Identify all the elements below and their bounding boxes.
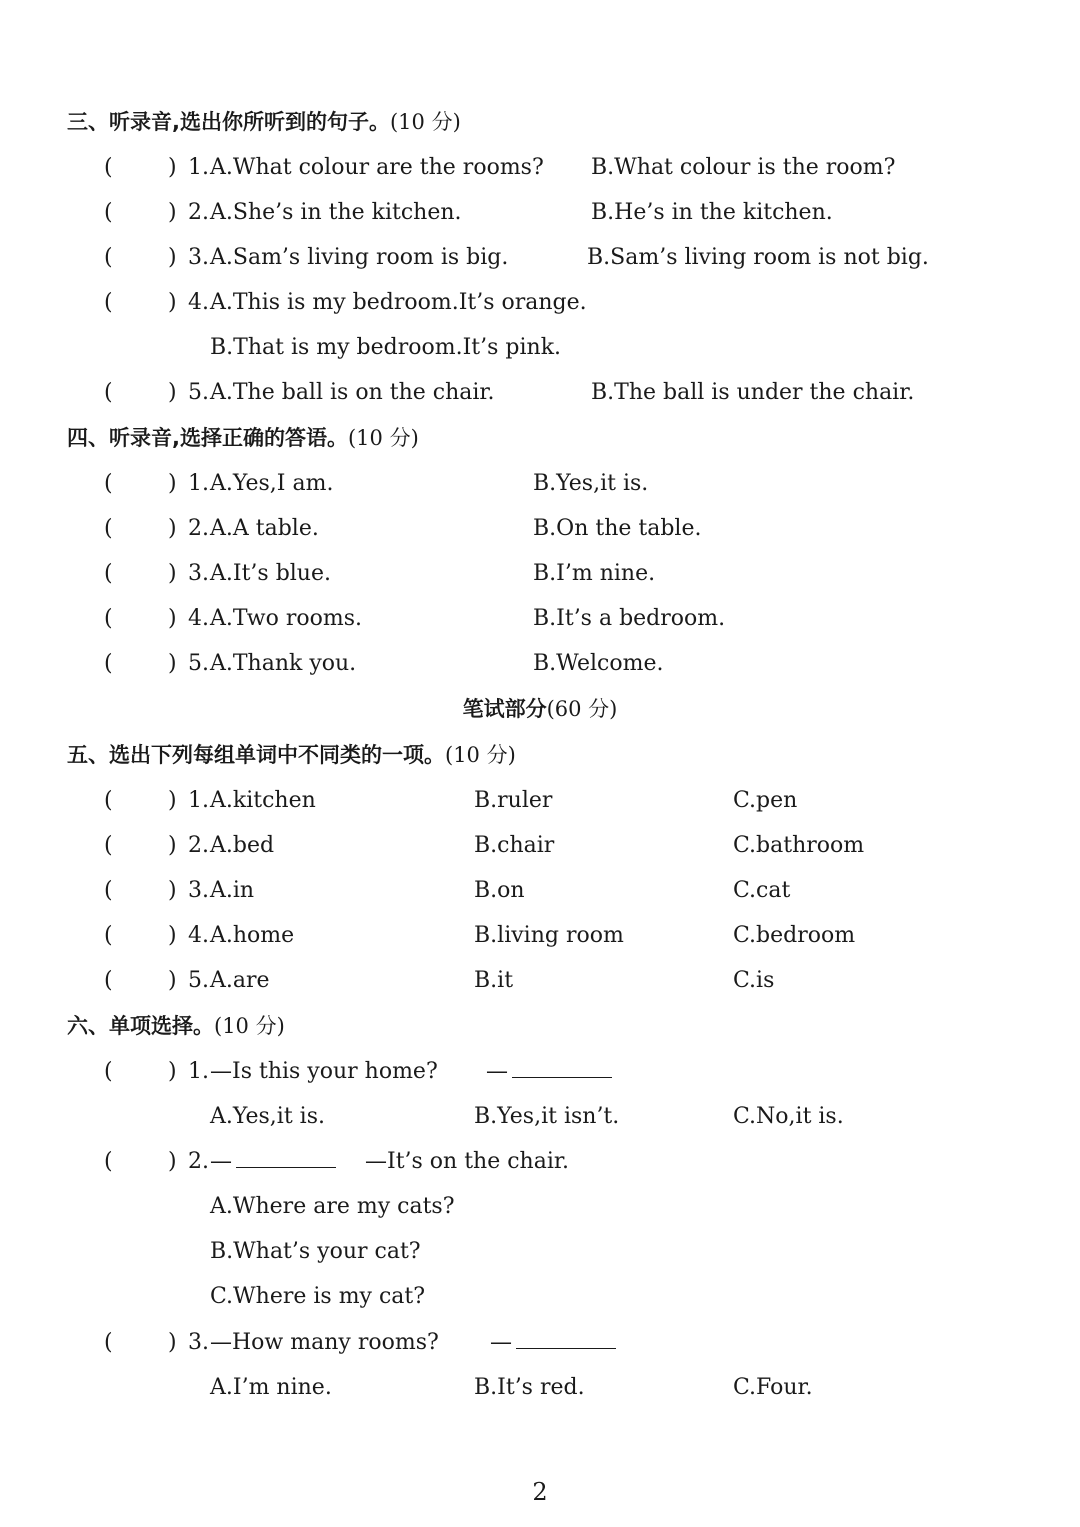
answer-paren-right: )	[168, 606, 177, 631]
option-b: B.on	[474, 878, 525, 903]
section4-title: 四、听录音,选择正确的答语。	[67, 426, 348, 450]
section5-score: (10 分)	[445, 743, 516, 767]
answer-paren-left[interactable]: (	[104, 878, 113, 903]
section3-heading	[67, 107, 461, 137]
answer-paren-right: )	[168, 878, 177, 903]
question-number: 4.	[188, 290, 209, 315]
s4-question-5	[0, 649, 1080, 679]
s6-question-2-option-b	[0, 1237, 1080, 1267]
s6-question-2-option-a	[0, 1192, 1080, 1222]
question-number: 5.	[188, 651, 209, 676]
s5-question-2	[0, 831, 1080, 861]
option-a: A.The ball is on the chair.	[210, 380, 495, 405]
answer-paren-right: )	[168, 1330, 177, 1355]
s3-question-1	[0, 153, 1080, 183]
s4-question-3	[0, 559, 1080, 589]
question-number: 1.	[188, 788, 209, 813]
answer-paren-right: )	[168, 968, 177, 993]
reply-dash: —	[486, 1059, 508, 1084]
section4-score: (10 分)	[347, 426, 419, 450]
answer-paren-right: )	[168, 155, 177, 180]
option-c: C.is	[733, 968, 775, 993]
option-a: A.Where are my cats?	[210, 1194, 455, 1219]
option-b: B.What’s your cat?	[210, 1239, 421, 1264]
section5-heading	[67, 740, 516, 770]
answer-paren-left[interactable]: (	[104, 561, 113, 586]
question-number: 5.	[188, 380, 209, 405]
s4-question-4	[0, 604, 1080, 634]
option-a: A.in	[210, 878, 255, 903]
option-a: A.Two rooms.	[210, 606, 362, 631]
option-b: B.it	[474, 968, 514, 993]
option-a: A.are	[210, 968, 270, 993]
option-a: A.It’s blue.	[210, 561, 331, 586]
answer-paren-left[interactable]: (	[104, 606, 113, 631]
option-a: A.What colour are the rooms?	[210, 155, 544, 180]
question-number: 1.	[188, 1059, 209, 1084]
option-a: A.A table.	[210, 516, 319, 541]
answer-paren-left[interactable]: (	[104, 245, 113, 270]
s4-question-1	[0, 469, 1080, 499]
answer-paren-right: )	[168, 290, 177, 315]
answer-paren-right: )	[168, 651, 177, 676]
s3-question-4	[0, 288, 1080, 318]
option-b: B.It’s red.	[474, 1375, 585, 1400]
s6-question-3-options	[0, 1373, 1080, 1403]
answer-paren-left[interactable]: (	[104, 1330, 113, 1355]
option-b: B.He’s in the kitchen.	[591, 200, 833, 225]
question-number: 2.	[188, 516, 209, 541]
s3-question-4-b	[0, 333, 1080, 363]
option-b: B.Yes,it is.	[533, 471, 649, 496]
answer-paren-left[interactable]: (	[104, 1059, 113, 1084]
answer-paren-right: )	[168, 471, 177, 496]
option-b: B.What colour is the room?	[591, 155, 896, 180]
s3-question-2	[0, 198, 1080, 228]
written-title: 笔试部分	[462, 697, 547, 721]
question-text: —How many rooms?	[210, 1330, 439, 1355]
s5-question-3	[0, 876, 1080, 906]
option-a: A.bed	[210, 833, 275, 858]
section3-title: 三、听录音,选出你所听到的句子。	[67, 110, 390, 134]
page-number: 2	[532, 1478, 548, 1506]
s3-question-3	[0, 243, 1080, 273]
option-a: A.Yes,I am.	[210, 471, 334, 496]
answer-paren-left[interactable]: (	[104, 968, 113, 993]
answer-paren-right: )	[168, 561, 177, 586]
written-score: (60 分)	[546, 697, 618, 721]
written-part-heading	[0, 694, 1080, 724]
s4-question-2	[0, 514, 1080, 544]
option-b: B.ruler	[474, 788, 553, 813]
answer-paren-left[interactable]: (	[104, 155, 113, 180]
question-number: 2.	[188, 200, 209, 225]
option-c: C.cat	[733, 878, 791, 903]
question-text: —Is this your home?	[210, 1059, 438, 1084]
option-a: A.She’s in the kitchen.	[210, 200, 462, 225]
answer-paren-right: )	[168, 833, 177, 858]
option-a: A.kitchen	[210, 788, 316, 813]
answer-blank[interactable]	[512, 1057, 612, 1078]
s6-question-2-option-c	[0, 1282, 1080, 1312]
answer-paren-right: )	[168, 200, 177, 225]
section4-heading	[67, 423, 419, 453]
answer-paren-right: )	[168, 923, 177, 948]
question-number: 3.	[188, 878, 209, 903]
answer-paren-left[interactable]: (	[104, 200, 113, 225]
answer-blank[interactable]	[516, 1328, 616, 1349]
option-c: C.Where is my cat?	[210, 1284, 426, 1309]
answer-paren-right: )	[168, 1059, 177, 1084]
option-a: A.Sam’s living room is big.	[210, 245, 509, 270]
option-a: A.This is my bedroom.It’s orange.	[210, 290, 587, 315]
question-number: 2.	[188, 1149, 209, 1174]
question-number: 4.	[188, 923, 209, 948]
question-dash: —	[210, 1149, 232, 1174]
option-b: B.Welcome.	[533, 651, 664, 676]
option-b: B.chair	[474, 833, 555, 858]
option-b: B.That is my bedroom.It’s pink.	[210, 335, 562, 360]
answer-paren-right: )	[168, 245, 177, 270]
answer-paren-left[interactable]: (	[104, 788, 113, 813]
option-b: B.living room	[474, 923, 624, 948]
option-b: B.Sam’s living room is not big.	[587, 245, 929, 270]
option-a: A.Yes,it is.	[210, 1104, 325, 1129]
s5-question-5	[0, 966, 1080, 996]
option-a: A.home	[210, 923, 295, 948]
question-number: 4.	[188, 606, 209, 631]
answer-paren-right: )	[168, 788, 177, 813]
section6-heading	[67, 1011, 285, 1041]
option-c: C.No,it is.	[733, 1104, 844, 1129]
s5-question-4	[0, 921, 1080, 951]
option-b: B.Yes,it isn’t.	[474, 1104, 620, 1129]
answer-blank[interactable]	[236, 1147, 336, 1168]
option-c: C.Four.	[733, 1375, 813, 1400]
section6-title: 六、单项选择。	[67, 1014, 214, 1038]
answer-paren-left[interactable]: (	[104, 516, 113, 541]
section3-score: (10 分)	[389, 110, 461, 134]
s6-question-2	[0, 1147, 1080, 1177]
question-number: 3.	[188, 245, 209, 270]
option-b: B.The ball is under the chair.	[591, 380, 915, 405]
question-number: 3.	[188, 561, 209, 586]
question-number: 1.	[188, 471, 209, 496]
answer-paren-left[interactable]: (	[104, 471, 113, 496]
option-a: A.I’m nine.	[210, 1375, 332, 1400]
section5-title: 五、选出下列每组单词中不同类的一项。	[67, 743, 445, 767]
option-a: A.Thank you.	[210, 651, 357, 676]
question-number: 3.	[188, 1330, 209, 1355]
option-c: C.pen	[733, 788, 798, 813]
option-b: B.It’s a bedroom.	[533, 606, 726, 631]
reply-text: —It’s on the chair.	[365, 1149, 569, 1174]
option-c: C.bathroom	[733, 833, 865, 858]
answer-paren-left[interactable]: (	[104, 1149, 113, 1174]
option-c: C.bedroom	[733, 923, 856, 948]
option-b: B.On the table.	[533, 516, 702, 541]
option-b: B.I’m nine.	[533, 561, 656, 586]
answer-paren-right: )	[168, 380, 177, 405]
question-number: 5.	[188, 968, 209, 993]
reply-dash: —	[490, 1330, 512, 1355]
answer-paren-left[interactable]: (	[104, 833, 113, 858]
question-number: 1.	[188, 155, 209, 180]
answer-paren-left[interactable]: (	[104, 290, 113, 315]
answer-paren-right: )	[168, 1149, 177, 1174]
section6-score: (10 分)	[214, 1014, 285, 1038]
answer-paren-left[interactable]: (	[104, 651, 113, 676]
answer-paren-left[interactable]: (	[104, 380, 113, 405]
answer-paren-right: )	[168, 516, 177, 541]
s5-question-1	[0, 786, 1080, 816]
s6-question-1	[0, 1057, 1080, 1087]
question-number: 2.	[188, 833, 209, 858]
s3-question-5	[0, 378, 1080, 408]
answer-paren-left[interactable]: (	[104, 923, 113, 948]
s6-question-3	[0, 1328, 1080, 1358]
s6-question-1-options	[0, 1102, 1080, 1132]
